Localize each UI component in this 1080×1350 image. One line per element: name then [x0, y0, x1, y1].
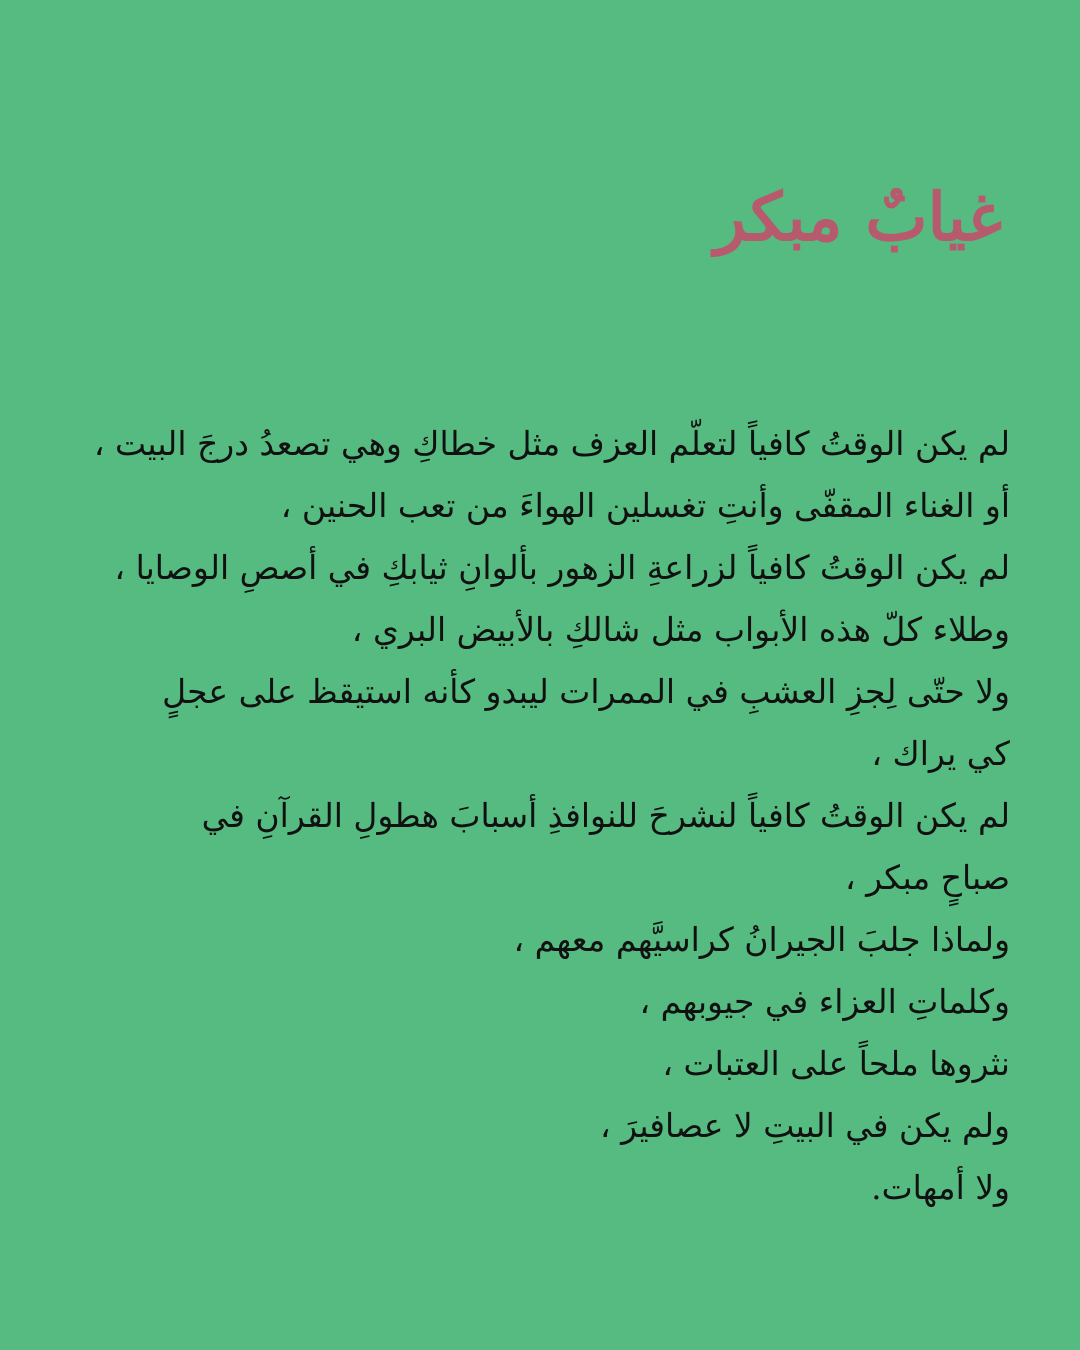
- poem-line: ولم يكن في البيتِ لا عصافيرَ ،: [599, 1106, 1010, 1145]
- poem-line: أو الغناء المقفّى وأنتِ تغسلين الهواءَ من تعب الحنين ،: [280, 486, 1010, 525]
- poem-line: لم يكن الوقتُ كافياً لتعلّم العزف مثل خطاكِ وهي تصعدُ درجَ البيت ،: [93, 424, 1010, 463]
- poem-body: [70, 413, 1010, 1219]
- poem-line: ولا أمهات.: [871, 1168, 1010, 1207]
- poem-line: لم يكن الوقتُ كافياً لزراعةِ الزهور بألوانِ ثيابكِ في أصصِ الوصايا ،: [114, 548, 1010, 587]
- poem-title: غيابٌ مبكر: [714, 178, 1002, 256]
- poem-line: ولماذا جلبَ الجيرانُ كراسيَّهم معهم ،: [513, 920, 1010, 959]
- poem-line: صباحٍ مبكر ،: [844, 858, 1010, 897]
- poem-line: نثروها ملحاً على العتبات ،: [662, 1044, 1010, 1083]
- poem-line: لم يكن الوقتُ كافياً لنشرحَ للنوافذِ أسبابَ هطولِ القرآنِ في: [201, 796, 1010, 835]
- poem-line: وكلماتِ العزاء في جيوبهم ،: [639, 982, 1010, 1021]
- poem-line: وطلاء كلّ هذه الأبواب مثل شالكِ بالأبيض البري ،: [351, 610, 1010, 649]
- poem-line: ولا حتّى لِجزِ العشبِ في الممرات ليبدو كأنه استيقظ على عجلٍ: [162, 672, 1010, 711]
- poem-line: كي يراك ،: [871, 734, 1010, 773]
